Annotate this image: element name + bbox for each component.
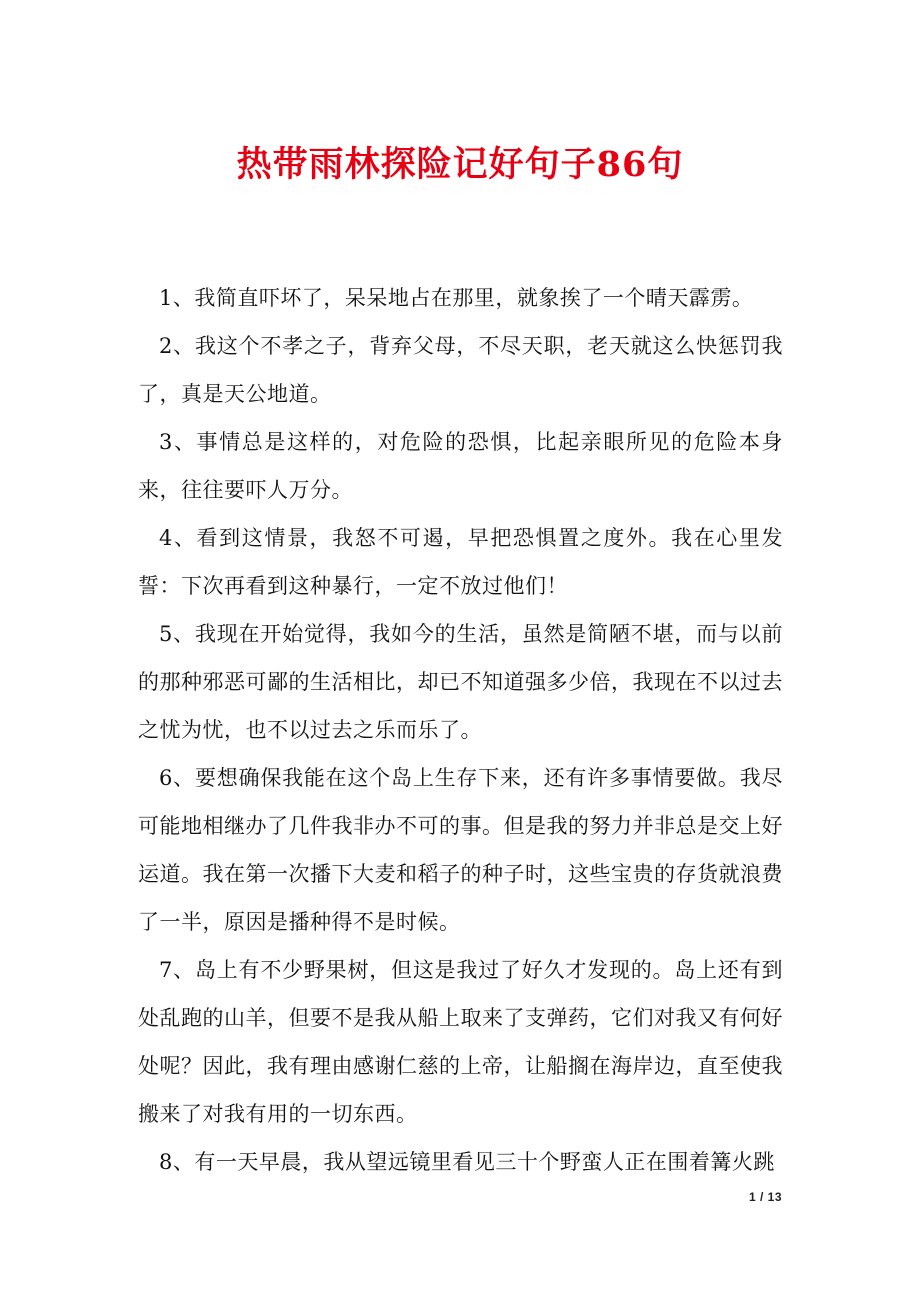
paragraph: 4、看到这情景，我怒不可遏，早把恐惧置之度外。我在心里发誓：下次再看到这种暴行，一定不放过他们！: [138, 526, 783, 598]
paragraph: 5、我现在开始觉得，我如今的生活，虽然是简陋不堪，而与以前的那种邪恶可鄙的生活相比，却已不知道强多少倍，我现在不以过去之忧为忧，也不以过去之乐而乐了。: [138, 622, 783, 742]
paragraph: 3、事情总是这样的，对危险的恐惧，比起亲眼所见的危险本身来，往往要吓人万分。: [138, 430, 783, 502]
paragraph: 2、我这个不孝之子，背弃父母，不尽天职，老天就这么快惩罚我了，真是天公地道。: [138, 334, 783, 406]
document-body: [138, 274, 783, 1186]
paragraph: 6、要想确保我能在这个岛上生存下来，还有许多事情要做。我尽可能地相继办了几件我非办不可的事。但是我的努力并非总是交上好运道。我在第一次播下大麦和稻子的种子时，这些宝贵的存货就浪费了一半，原因是播种得不是时候。: [138, 766, 783, 934]
paragraph: 7、岛上有不少野果树，但这是我过了好久才发现的。岛上还有到处乱跑的山羊，但要不是我从船上取来了支弹药，它们对我又有何好处呢？因此，我有理由感谢仁慈的上帝，让船搁在海岸边，直至使我搬来了对我有用的一切东西。: [138, 958, 783, 1126]
paragraph: 8、有一天早晨，我从望远镜里看见三十个野蛮人正在围着篝火跳: [159, 1150, 775, 1174]
page-number: 1 / 13: [748, 1190, 782, 1204]
paragraph: 1、我简直吓坏了，呆呆地占在那里，就象挨了一个晴天霹雳。: [159, 286, 754, 310]
document-title: 热带雨林探险记好句子86句: [236, 144, 684, 185]
